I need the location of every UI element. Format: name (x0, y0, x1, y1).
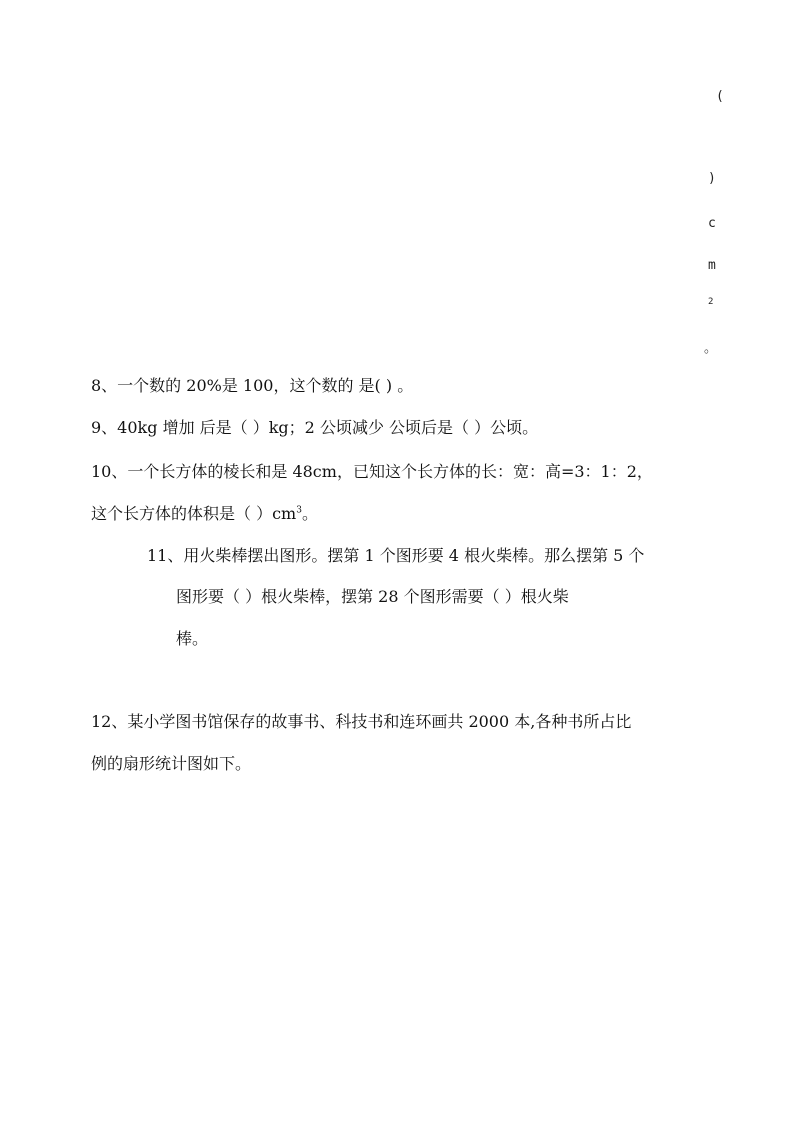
question-11-line-2: 图形要（ ）根火柴棒，摆第 28 个图形需要（ ）根火柴 (176, 587, 569, 606)
question-12-line-1: 12、某小学图书馆保存的故事书、科技书和连环画共 2000 本,各种书所占比 (91, 712, 632, 731)
question-10-line-2-end: 。 (301, 504, 318, 523)
question-10-line-1: 10、一个长方体的棱长和是 48cm，已知这个长方体的长：宽：高=3：1：2， (91, 462, 653, 481)
question-8: 8、一个数的 20%是 100，这个数的 是( ) 。 (91, 376, 414, 395)
fragment-close-paren: ) (708, 171, 716, 186)
fragment-c: c (708, 216, 716, 231)
question-11-line-1: 11、用火柴棒摆出图形。摆第 1 个图形要 4 根火柴棒。那么摆第 5 个 (147, 546, 645, 565)
fragment-period: 。 (704, 341, 718, 356)
fragment-open-paren: ( (716, 89, 724, 104)
question-10-line-2 (91, 504, 318, 524)
question-12-line-2: 例的扇形统计图如下。 (91, 754, 252, 773)
fragment-m: m (708, 258, 716, 273)
question-9: 9、40kg 增加 后是（ ）kg；2 公顷减少 公顷后是（ ）公顷。 (91, 418, 539, 437)
cubic-superscript: 3 (296, 505, 302, 516)
fragment-superscript-2: 2 (708, 297, 714, 307)
question-11-line-3: 棒。 (176, 629, 209, 648)
question-10-line-2-text: 这个长方体的体积是（ ）cm (91, 504, 297, 523)
